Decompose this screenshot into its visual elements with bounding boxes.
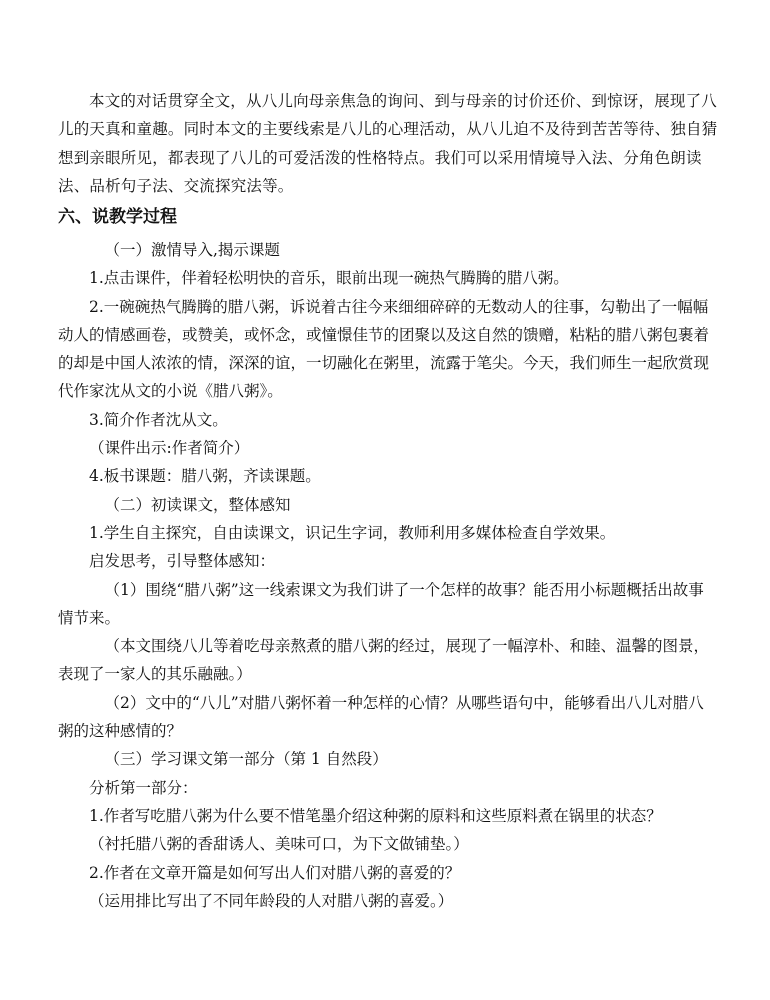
intro-paragraph: 本文的对话贯穿全文，从八儿向母亲焦急的询问、到与母亲的讨价还价、到惊讶，展现了八儿的天真和童趣。同时本文的主要线索是八儿的心理活动，从八儿迫不及待到苦苦等待、独自猜想到亲眼所见，都表现了八儿的可爱活泼的性格特点。我们可以采用情境导入法、分角色朗读法、品析句子法、交流探究法等。 <box>58 92 718 195</box>
paragraph: 1.学生自主探究，自由读课文，识记生字词，教师利用多媒体检查自学效果。 <box>89 523 616 542</box>
paragraph: （课件出示:作者简介） <box>89 439 250 458</box>
subheading-2: （二）初读课文，整体感知 <box>104 495 291 514</box>
section-heading: 六、说教学过程 <box>58 207 177 227</box>
paragraph: 启发思考，引导整体感知： <box>89 552 276 571</box>
answer-1: （本文围绕八儿等着吃母亲熬煮的腊八粥的经过，展现了一幅淳朴、和睦、温馨的图景，表现了一家人的其乐融融。） <box>58 637 710 684</box>
subheading-1: （一）激情导入,揭示课题 <box>104 241 280 259</box>
paragraph: 分析第一部分： <box>89 778 198 797</box>
paragraph: （衬托腊八粥的香甜诱人、美味可口，为下文做铺垫。） <box>89 835 469 854</box>
section-body <box>58 236 718 915</box>
question-1: （1）围绕“腊八粥”这一线索课文为我们讲了一个怎样的故事？能否用小标题概括出故事情节来。 <box>58 580 704 627</box>
paragraph: 2.作者在文章开篇是如何写出人们对腊八粥的喜爱的？ <box>89 863 461 882</box>
paragraph: 4.板书课题：腊八粥，齐读课题。 <box>89 467 321 486</box>
paragraph: 1.点击课件，伴着轻松明快的音乐，眼前出现一碗热气腾腾的腊八粥。 <box>89 269 569 288</box>
subheading-3: （三）学习课文第一部分（第 1 自然段） <box>104 750 388 769</box>
paragraph: （运用排比写出了不同年龄段的人对腊八粥的喜爱。） <box>89 891 454 910</box>
question-2: （2）文中的“八儿”对腊八粥怀着一种怎样的心情？从哪些语句中，能够看出八儿对腊八粥的这种感情的？ <box>58 693 704 741</box>
paragraph: 2.一碗碗热气腾腾的腊八粥，诉说着古往今来细细碎碎的无数动人的往事，勾勒出了一幅幅动人的情感画卷，或赞美，或怀念，或憧憬佳节的团聚以及这自然的馈赠，粘粘的腊八粥包裹着的却是中国人浓浓的情，深深的谊，一切融化在粥里，流露于笔尖。今天，我们师生一起欣赏现代作家沈从文的小说《腊八粥》。 <box>58 297 710 401</box>
paragraph: 1.作者写吃腊八粥为什么要不惜笔墨介绍这种粥的原料和这些原料煮在锅里的状态？ <box>89 806 662 825</box>
paragraph: 3.简介作者沈从文。 <box>89 410 228 429</box>
